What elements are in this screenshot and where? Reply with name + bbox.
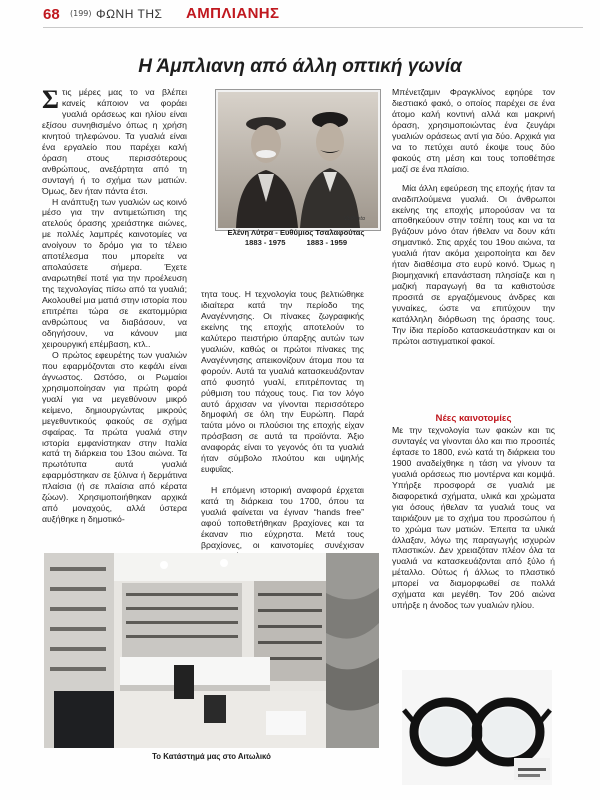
article-title: Η Άμπλιανη από άλλη οπτική γωνία	[138, 56, 462, 77]
issue-number: (199)	[70, 9, 92, 18]
paragraph: Με την τεχνολογία των φακών και τις συνταγές να γίνονται όλο και πιο προσιτές έφτασε το 1800, ενώ κατά τη διάρκεια του 1900 αναδείχθηκε η τάση να γίνουν τα γυαλιά οράσεως πιο μοντέρνα και κομψά. Υπήρξε προσφορά σε γυαλιά με διαφορετικά σχήματα, υλικά και χρώματα για όσους ήθελαν τα γυαλιά τους να ταιριάζουν με το σχήμα του προσώπου ή το χρώμα των ματιών. Έπειτα τα υλικά άλλαξαν, λόγω της παραγωγής ισχυρών πλαστικών. Δεν χρειαζόταν πλέον όλα τα γυαλιά να κατασκευάζονται από ξύλο ή μέταλλο. Ούτως ή άλλως το πλαστικό μπορεί να διαμορφωθεί σε πολλά σχήματα και μεγέθη. Τον 20ό αιώνα υπήρξε η άνοδος των γυαλιών ηλίου.	[392, 425, 555, 611]
optical-shop-photo	[44, 553, 379, 748]
article-column-3-continued	[392, 425, 555, 611]
paragraph: Στις μέρες μας το να βλέπει κανείς κάποιον να φοράει γυαλιά οράσεως και ηλίου είναι εξίσου συνηθισμένο όπως η χρήση κινητού τηλεφώνου. Τα γυαλιά είναι ένα εργαλείο που παρέχει καλή όραση στους περισσότερους ανθρώπους, ανεξάρτητα από τη συνταγή ή το σχήμα των ματιών. Όμως, δεν ήταν πάντα έτσι.	[42, 85, 187, 196]
paragraph: Η επόμενη ιστορική αναφορά έρχεται κατά τη διάρκεια του 1700, όπου τα γυαλιά φαίνεται να έγιναν “hands free” αφού τοποθετήθηκαν βραχίονες και τα έκαναν πιο εύχρηστα. Μετά τους βραχίονες, οι καινοτομίες συνέχισαν	[201, 485, 364, 550]
eyeglasses-photo	[402, 670, 552, 785]
section-subheading: Νέες καινοτομίες	[435, 413, 512, 424]
portrait-caption-names: Ελένη Λύτρα - Ευθύμιος Τσαλαφούτας	[227, 228, 365, 237]
portrait-caption	[210, 228, 382, 248]
masthead-title: ΑΜΠΛΙΑΝΗΣ	[186, 5, 280, 22]
drop-cap: Σ	[42, 85, 59, 114]
article-column-2	[201, 289, 364, 562]
historic-portrait-photo	[216, 90, 380, 230]
shop-interior-illustration	[44, 553, 379, 748]
masthead-prefix: ΦΩΝΗ ΤΗΣ	[96, 7, 163, 21]
paragraph: Μπένετζαμιν Φραγκλίνος εφηύρε τον διεστιακό φακό, ο οποίος παρέχει σε ένα άτομο καλή κοντινή αλλά και μακρινή όραση, χρησιμοποιώντας ένα ζευγάρι γυαλιών οράσεως αντί για δύο. Αρχικά για να το πετύχει αυτό έκοψε τους δύο φακούς στη μέση και τους τοποθέτησε μαζί σε ένα πλαίσιο.	[392, 87, 555, 174]
paragraph: τητα τους. Η τεχνολογία τους βελτιώθηκε ιδιαίτερα κατά την περίοδο της Αναγέννησης. Οι πίνακες ζωγραφικής εκείνης της εποχής αποτελούν το καλύτερο πειστήριο ύπαρξης αυτών των γυαλιών, καθώς οι πρώτοι πίνακες της Αναγέννησης απεικονίζουν άτομα που τα φορούν. Αυτά τα γυαλιά κατασκευάζονταν από φυσητό γυαλί, επιτρέποντας τη ρύθμιση του πάχους τους. Για τον λόγο αυτό άρχισαν να γίνονται περισσότερο δημοφιλή σε όλη την Ευρώπη. Παρά ταύτα μόνο οι πλούσιοι της εποχής είχαν πρόσβαση σε αυτά τα προϊόντα. Άξιο αναφοράς είναι το γεγονός ότι τα γυαλιά ήταν σύμβολο πλούτου και υψηλής ευφυΐας.	[201, 289, 364, 475]
portrait-caption-years: 1883 - 1975 1883 - 1959	[244, 238, 348, 247]
page-number: 68	[43, 6, 60, 23]
article-column-1	[42, 87, 187, 525]
shop-caption: Το Κατάστημά μας στο Αιτωλικό	[152, 752, 271, 761]
paragraph: Η ανάπτυξη των γυαλιών ως κοινό μέσο για την αντιμετώπιση της ατελούς όρασης χρειάστηκε αιώνες, με πολλές λαμπρές καινοτομίες να ανοίγουν το δρόμο για το τέλειο αποτέλεσμα που μπορείτε να απολαύσετε σήμερα. Έχετε αναρωτηθεί ποτέ για την προέλευση της τεχνολογίας πίσω από τα γυαλιά; Ακολουθεί μια ματιά στην ιστορία που επιτρέπει τώρα σε εκατομμύρια ανθρώπους να διαβάσουν, να οδηγήσουν, να κάνουν μια χειρουργική επέμβαση, κτλ..	[42, 196, 187, 349]
eyeglasses-illustration	[402, 670, 552, 785]
paragraph: Ο πρώτος εφευρέτης των γυαλιών που εφαρμόζονται στο κεφάλι είναι άγνωστος. Ωστόσο, οι Ρωμαίοι χρησιμοποίησαν για πρώτη φορά γυαλί για να μεγεθύνουν μικρό κείμενο, δημιουργώντας μικρούς μεγεθυντικούς φακούς σε σχήμα σφαίρας. Τα πρώτα γυαλιά στην ιστορία εμφανίστηκαν στην Ιταλία κατά τη διάρκεια του 13ου αιώνα. Τα πρωτότυπα αυτά γυαλιά εφαρμόστηκαν σε ξύλινα ή δερμάτινα πλαίσια (ή σε πλαίσια από κέρατα ζώων). Χρησιμοποιήθηκαν αρχικά από μοναχούς, αλλά ύστερα αυξήθηκε η δημοτικό-	[42, 349, 187, 525]
portrait-illustration	[218, 92, 378, 228]
paragraph: Μία άλλη εφεύρεση της εποχής ήταν τα αναδιπλούμενα γυαλιά. Οι άνθρωποι εκείνης της εποχής μπορούσαν να τα αποθηκεύουν στην τσέπη τους και να τα βγάζουν μόνο όταν ήθελαν να δουν κάτι σημαντικό. Στις αρχές του 19ου αιώνα, τα γυαλιά ήταν ακόμα χειροποίητα και δεν ήταν διαθέσιμα στο ευρύ κοινό. Όμως η βιομηχανική επανάσταση πλησίαζε και η μαζική παραγωγή θα τα καθιστούσε προσιτά σε εργαζόμενους άνδρες και γυναίκες, ώστε να επιτύχουν την κατάλληλη διόρθωση της όρασης τους. Την ίδια περίοδο κατασκευάστηκαν και οι πρώτοι αστιγματικοί φακοί.	[392, 182, 555, 346]
svg-text:Vt.Photo: Vt.Photo	[344, 216, 366, 222]
header-divider	[43, 27, 583, 28]
article-column-3	[392, 87, 555, 347]
